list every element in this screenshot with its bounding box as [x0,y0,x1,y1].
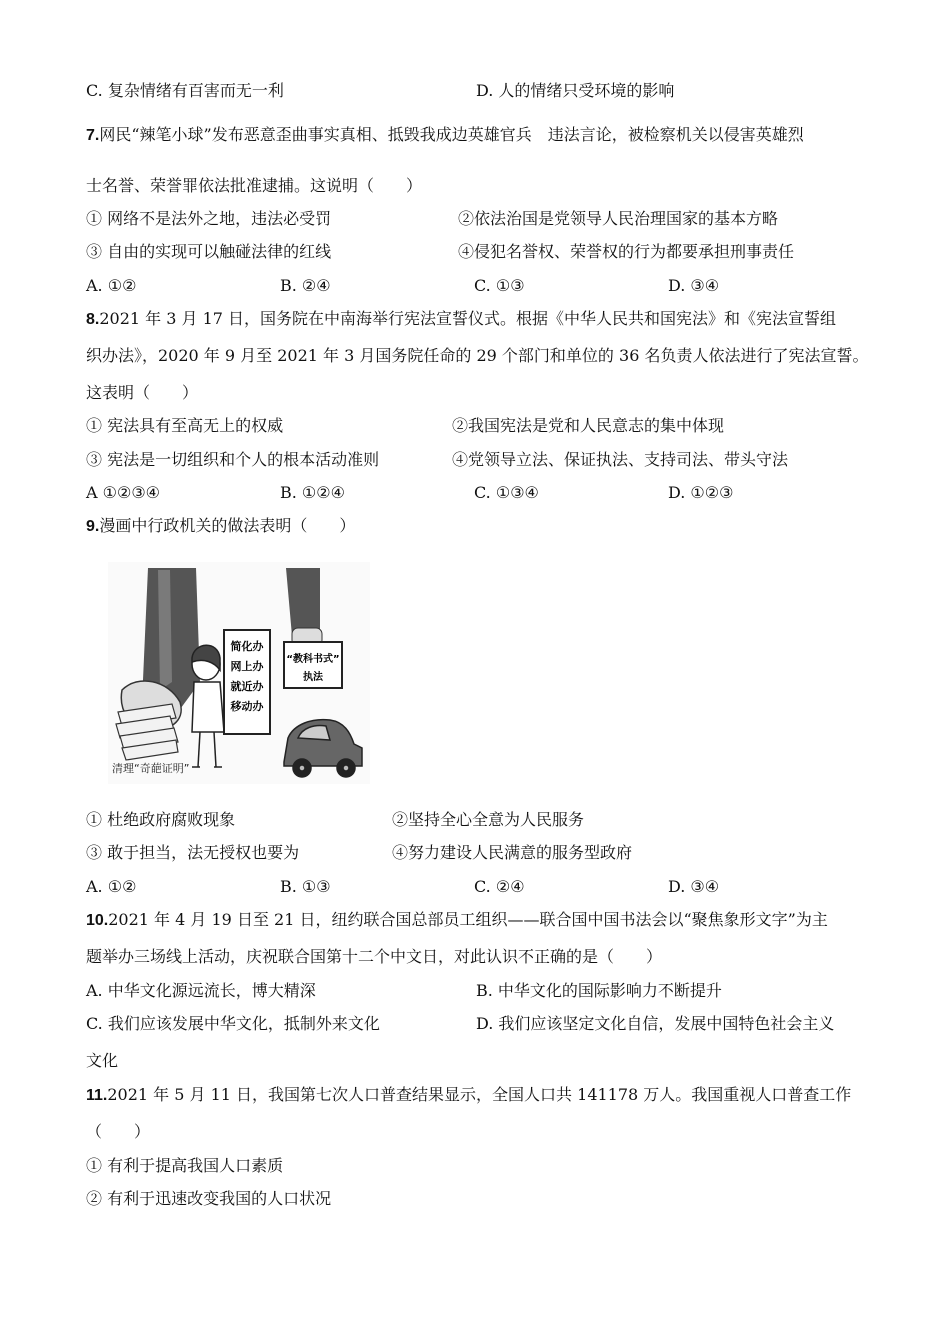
q7-statement-3: ③ 自由的实现可以触碰法律的红线 [86,242,332,261]
q7-stem-line2: 士名誉、荣誉罪依法批准逮捕。这说明（ ） [86,176,423,195]
board1-line1: 简化办 [230,640,264,653]
q8-option-c: C. ①③④ [474,483,539,502]
q10-stem-line2: 题举办三场线上活动，庆祝联合国第十二个中文日，对此认识不正确的是（ ） [86,947,663,966]
q7-statement-1: ① 网络不是法外之地，违法必受罚 [86,209,332,228]
q9-number: 9. [86,518,100,535]
q7-stem-line1 [86,125,804,146]
q7-option-d: D. ③④ [668,276,720,295]
q8-statement-3: ③ 宪法是一切组织和个人的根本活动准则 [86,450,380,469]
q10-number: 10. [86,912,109,929]
board1-line2: 网上办 [230,660,264,673]
q10-option-b: B. 中华文化的国际影响力不断提升 [476,981,722,1000]
q11-stem-line1 [86,1085,851,1106]
q11-stem-text: 2021 年 5 月 11 日，我国第七次人口普查结果显示，全国人口共 141178 万人。我国重视人口普查工作 [107,1085,852,1104]
q8-statement-4: ④党领导立法、保证执法、支持司法、带头守法 [452,450,789,469]
q8-option-d: D. ①②③ [668,483,734,502]
q8-stem-line1 [86,309,836,330]
q9-option-d: D. ③④ [668,877,720,896]
q6-option-d: D. 人的情绪只受环境的影响 [476,81,675,100]
q6-option-c: C. 复杂情绪有百害而无一利 [86,81,284,100]
board1-line3: 就近办 [230,680,264,693]
q9-stem-text: 漫画中行政机关的做法表明（ ） [99,516,356,535]
q7-option-b: B. ②④ [280,276,331,295]
q10-stem-text: 2021 年 4 月 19 日至 21 日，纽约联合国总部员工组织——联合国中国书法会以“聚焦象形文字”为主 [108,910,828,929]
q7-statement-2: ②依法治国是党领导人民治理国家的基本方略 [458,209,779,228]
q8-number: 8. [86,311,100,328]
q8-statement-1: ① 宪法具有至高无上的权威 [86,416,284,435]
q8-stem-line2: 织办法》，2020 年 9 月至 2021 年 3 月国务院任命的 29 个部门和单位的 36 名负责人依法进行了宪法宣誓。 [86,346,869,365]
board1-line4: 移动办 [230,700,264,713]
q10-stem-line1 [86,910,828,931]
q9-option-a: A. ①② [86,877,137,896]
q7-option-a: A. ①② [86,276,137,295]
q7-statement-4: ④侵犯名誉权、荣誉权的行为都要承担刑事责任 [458,242,795,261]
q9-statement-4: ④努力建设人民满意的服务型政府 [392,843,633,862]
q9-option-b: B. ①③ [280,877,331,896]
q10-option-a: A. 中华文化源远流长，博大精深 [86,981,316,1000]
cartoon-caption: 清理“奇葩证明” [112,762,190,775]
q11-statement-2: ② 有利于迅速改变我国的人口状况 [86,1189,332,1208]
q10-option-d-cont: 文化 [86,1051,119,1070]
q7-number: 7. [86,127,100,144]
q11-stem-line2: （ ） [86,1122,151,1141]
q11-number: 11. [86,1087,108,1104]
q7-option-c: C. ①③ [474,276,525,295]
q8-option-b: B. ①②④ [280,483,345,502]
q10-option-c: C. 我们应该发展中华文化，抵制外来文化 [86,1014,380,1033]
q9-statement-1: ① 杜绝政府腐败现象 [86,810,236,829]
q10-option-d: D. 我们应该坚定文化自信，发展中国特色社会主义 [476,1014,835,1033]
q9-stem [86,516,355,537]
q9-statement-3: ③ 敢于担当，法无授权也要为 [86,843,300,862]
q8-stem-line3: 这表明（ ） [86,383,199,402]
q8-stem-text: 2021 年 3 月 17 日，国务院在中南海举行宪法宣誓仪式。根据《中华人民共和国宪法》和《宪法宣誓组 [99,309,837,328]
q8-statement-2: ②我国宪法是党和人民意志的集中体现 [452,416,725,435]
paper-stack [116,704,178,760]
q9-statement-2: ②坚持全心全意为人民服务 [392,810,585,829]
q11-statement-1: ① 有利于提高我国人口素质 [86,1156,284,1175]
board2-line2: 执法 [303,672,323,683]
right-arm-sleeve [286,568,320,636]
board2-line1: “教科书式” [286,654,340,665]
q7-stem-text: 网民“辣笔小球”发布恶意歪曲事实真相、抵毁我成边英雄官兵 违法言论，被检察机关以侵害英雄烈 [99,125,804,144]
q9-cartoon [108,562,370,784]
q8-option-a: A ①②③④ [86,483,161,502]
q9-option-c: C. ②④ [474,877,525,896]
